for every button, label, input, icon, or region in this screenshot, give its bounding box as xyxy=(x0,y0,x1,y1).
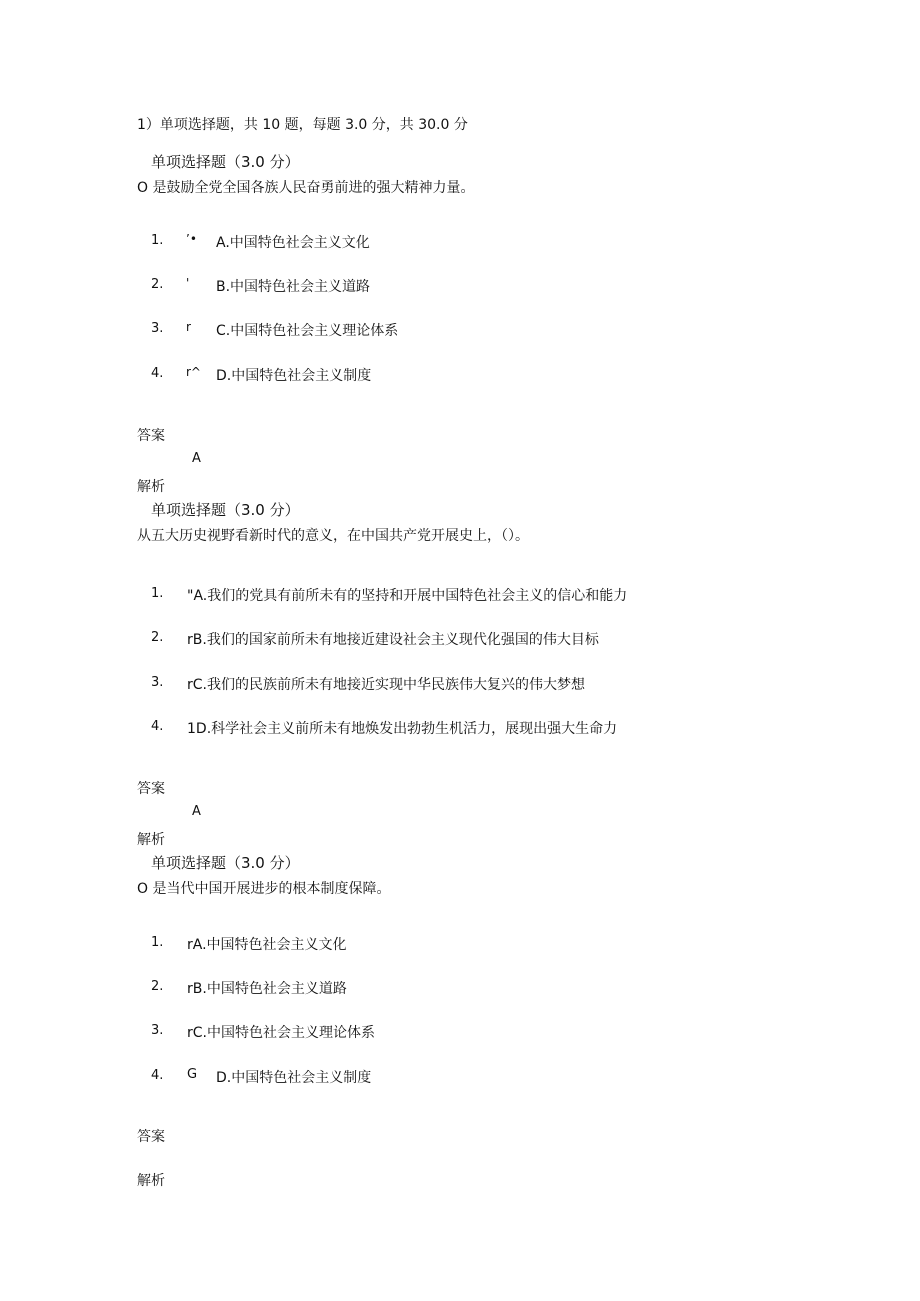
answer-label: 答案 xyxy=(137,1129,165,1145)
option-marker: r xyxy=(187,677,193,693)
question-stem: O 是鼓励全党全国各族人民奋勇前进的强大精神力量。 xyxy=(137,180,475,196)
option-number: 2. xyxy=(151,630,164,645)
option-number: 2. xyxy=(151,979,164,994)
option-number: 1. xyxy=(151,233,164,248)
analysis-label: 解析 xyxy=(137,479,165,495)
answer-label: 答案 xyxy=(137,428,165,444)
option-marker: r xyxy=(187,632,193,648)
option-number: 3. xyxy=(151,675,164,690)
option-number: 1. xyxy=(151,586,164,601)
option-marker: r xyxy=(186,320,191,334)
option-number: 4. xyxy=(151,719,164,734)
option-text[interactable] xyxy=(187,978,347,998)
option-text[interactable] xyxy=(187,1022,375,1042)
answer-value: A xyxy=(192,451,201,466)
option-text[interactable]: B.中国特色社会主义道路 xyxy=(216,279,371,295)
option-text[interactable]: C.中国特色社会主义理论体系 xyxy=(216,323,399,339)
section-header: 1）单项选择题，共 10 题，每题 3.0 分，共 30.0 分 xyxy=(137,117,468,133)
option-text[interactable] xyxy=(187,674,585,694)
option-number: 2. xyxy=(151,277,164,292)
option-marker: ' xyxy=(186,276,190,290)
question-stem: O 是当代中国开展进步的根本制度保障。 xyxy=(137,881,391,897)
option-text[interactable] xyxy=(187,934,347,954)
option-text[interactable] xyxy=(187,585,627,605)
analysis-label: 解析 xyxy=(137,1173,165,1189)
option-text[interactable]: D.中国特色社会主义制度 xyxy=(216,1070,372,1086)
option-label: B.我们的国家前所未有地接近建设社会主义现代化强国的伟大目标 xyxy=(192,632,599,648)
option-text[interactable]: D.中国特色社会主义制度 xyxy=(216,368,372,384)
question-type-label: 单项选择题（3.0 分） xyxy=(151,501,300,519)
option-marker: r^ xyxy=(186,365,201,379)
option-label: D.科学社会主义前所未有地焕发出勃勃生机活力，展现出强大生命力 xyxy=(195,721,618,737)
question-stem: 从五大历史视野看新时代的意义，在中国共产党开展史上，（）。 xyxy=(137,528,529,544)
answer-label: 答案 xyxy=(137,781,165,797)
analysis-label: 解析 xyxy=(137,832,165,848)
option-number: 4. xyxy=(151,1068,164,1083)
option-label: A.我们的党具有前所未有的坚持和开展中国特色社会主义的信心和能力 xyxy=(193,588,628,604)
option-number: 4. xyxy=(151,366,164,381)
question-type-label: 单项选择题（3.0 分） xyxy=(151,854,300,872)
option-text[interactable]: A.中国特色社会主义文化 xyxy=(216,235,370,251)
option-label: C.中国特色社会主义理论体系 xyxy=(192,1025,375,1041)
option-number: 3. xyxy=(151,321,164,336)
option-marker: r xyxy=(187,937,193,953)
option-marker: r xyxy=(187,1025,193,1041)
question-type-label: 单项选择题（3.0 分） xyxy=(151,153,300,171)
option-marker: " xyxy=(187,588,194,604)
option-marker: ’• xyxy=(186,232,197,246)
option-text[interactable] xyxy=(187,718,617,738)
answer-value: A xyxy=(192,804,201,819)
option-label: C.我们的民族前所未有地接近实现中华民族伟大复兴的伟大梦想 xyxy=(192,677,585,693)
option-label: A.中国特色社会主义文化 xyxy=(192,937,347,953)
option-number: 1. xyxy=(151,935,164,950)
option-text[interactable] xyxy=(187,629,599,649)
option-label: B.中国特色社会主义道路 xyxy=(192,981,347,997)
option-marker: 1 xyxy=(187,721,196,737)
option-number: 3. xyxy=(151,1023,164,1038)
option-marker: r xyxy=(187,981,193,997)
option-marker: G xyxy=(187,1067,198,1082)
